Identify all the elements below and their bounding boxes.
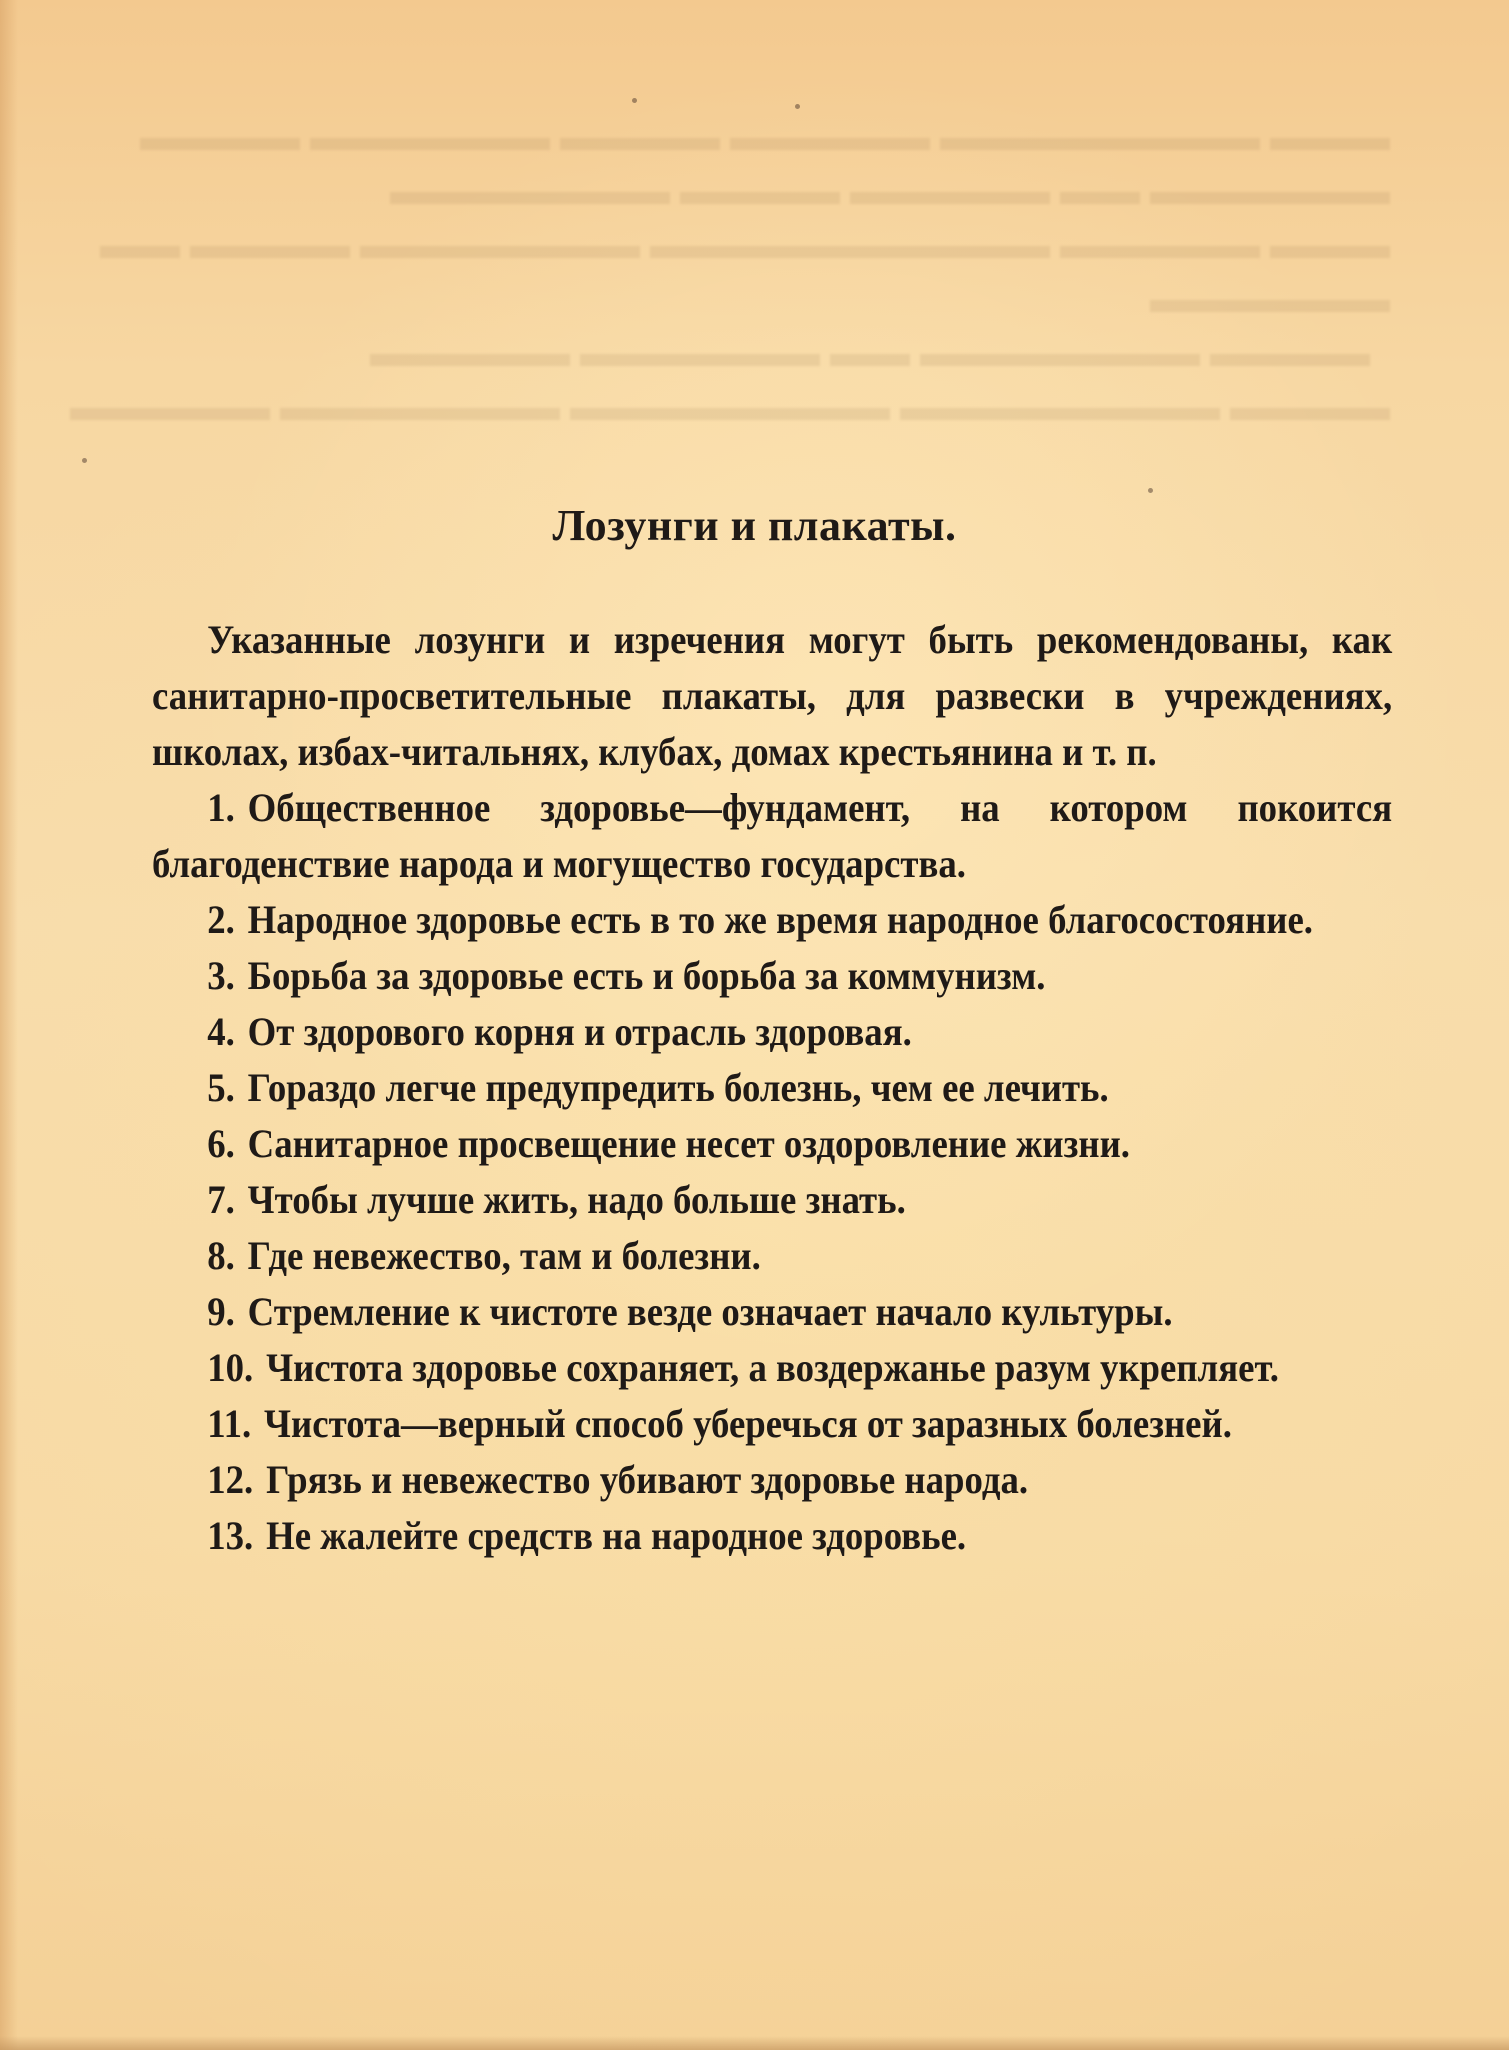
slogan-number: 3.	[207, 953, 235, 998]
slogan-number: 6.	[207, 1121, 235, 1166]
slogan-item	[152, 1004, 1392, 1060]
slogan-text: Народное здоровье есть в то же время народное благосостояние.	[247, 897, 1314, 942]
slogan-item	[152, 1452, 1392, 1508]
intro-paragraph: Указанные лозунги и изречения могут быть рекомендованы, как санитарно-просветительные плакаты, для развески в учреждениях, школах, избах-читальнях, клубах, домах крестьянина и т. п.	[152, 617, 1393, 774]
slogan-item	[152, 1284, 1392, 1340]
slogan-item	[152, 1228, 1392, 1284]
slogan-item	[152, 1508, 1392, 1564]
slogan-item	[152, 1172, 1392, 1228]
slogan-text: Не жалейте средств на народное здоровье.	[266, 1513, 967, 1558]
slogan-number: 7.	[207, 1177, 235, 1222]
slogan-item	[152, 948, 1392, 1004]
page-left-edge-shadow	[0, 0, 18, 2050]
page-title: Лозунги и плакаты.	[552, 501, 957, 550]
print-speck	[1148, 488, 1153, 493]
slogan-number: 9.	[207, 1289, 235, 1334]
print-speck	[795, 104, 800, 109]
slogan-text: От здорового корня и отрасль здоровая.	[247, 1009, 912, 1054]
page-bottom-edge-shadow	[0, 2036, 1509, 2050]
slogan-text: Общественное здоровье—фундамент, на котором покоится благоденствие народа и могущество государства.	[152, 785, 1393, 886]
slogan-item	[152, 1060, 1392, 1116]
slogan-text: Стремление к чистоте везде означает начало культуры.	[247, 1289, 1173, 1334]
slogan-item	[152, 1116, 1392, 1172]
slogan-number: 10.	[207, 1345, 254, 1390]
slogan-number: 8.	[207, 1233, 235, 1278]
slogan-text: Чистота—верный способ уберечься от заразных болезней.	[264, 1401, 1232, 1446]
print-speck	[82, 458, 87, 463]
slogan-number: 11.	[207, 1401, 252, 1446]
slogan-item	[152, 780, 1392, 892]
slogan-text: Чистота здоровье сохраняет, а воздержанье разум укрепляет.	[266, 1345, 1279, 1390]
slogan-number: 12.	[207, 1457, 254, 1502]
page-body	[152, 612, 1392, 1564]
slogan-text: Борьба за здоровье есть и борьба за коммунизм.	[247, 953, 1046, 998]
slogan-text: Санитарное просвещение несет оздоровление жизни.	[247, 1121, 1131, 1166]
slogan-item	[152, 1340, 1392, 1396]
bleed-through-texture: ▬▬▬ ▬▬▬▬▬▬▬▬ ▬▬▬▬▬ ▬▬▬▬ ▬▬▬▬▬▬ ▬▬▬▬ ▬▬▬▬▬▬ ▬▬ ▬▬▬▬▬ ▬▬▬▬ ▬▬▬▬▬▬▬ ▬▬▬ ▬▬▬▬▬ ▬▬▬▬▬▬▬▬▬▬ ▬▬▬▬▬▬▬ ▬▬▬▬ ▬▬ ▬▬▬▬▬▬ ▬▬▬▬ ▬▬▬▬▬▬▬ ▬▬ ▬▬▬▬▬▬ ▬▬▬▬▬ ▬▬▬▬ ▬▬▬▬▬▬▬▬ ▬▬▬▬▬▬▬▬ ▬▬▬▬▬▬▬ ▬▬▬▬▬	[70, 114, 1390, 429]
print-speck	[632, 98, 637, 103]
slogan-number: 13.	[207, 1513, 254, 1558]
slogan-item	[152, 892, 1392, 948]
slogan-number: 5.	[207, 1065, 235, 1110]
slogan-number: 2.	[207, 897, 235, 942]
slogan-text: Чтобы лучше жить, надо больше знать.	[247, 1177, 906, 1222]
slogan-item	[152, 1396, 1392, 1452]
slogan-text: Где невежество, там и болезни.	[247, 1233, 761, 1278]
slogan-number: 4.	[207, 1009, 235, 1054]
slogan-text: Гораздо легче предупредить болезнь, чем ее лечить.	[247, 1065, 1109, 1110]
slogan-text: Грязь и невежество убивают здоровье народа.	[266, 1457, 1029, 1502]
slogan-number: 1.	[207, 785, 235, 830]
slogan-list	[152, 780, 1392, 1564]
